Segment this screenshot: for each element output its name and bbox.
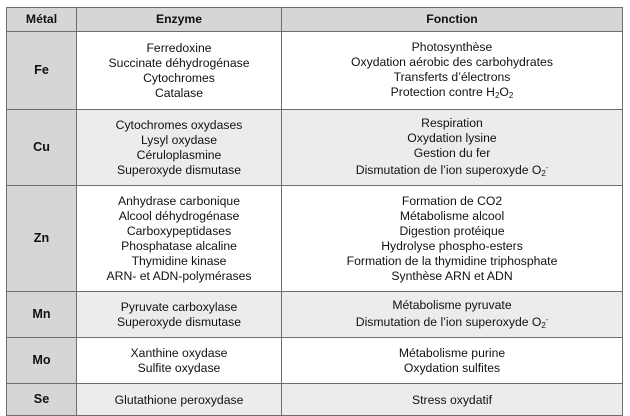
enzyme-item: Succinate déhydrogénase xyxy=(108,56,250,70)
enzyme-cell xyxy=(77,338,282,384)
enzyme-item: Carboxypeptidases xyxy=(126,224,232,238)
table-row-mo xyxy=(7,338,623,384)
enzyme-cell xyxy=(77,384,282,416)
function-item: Oxydation aérobic des carbohydrates xyxy=(351,54,553,69)
metal-cell: Cu xyxy=(7,110,77,186)
function-cell xyxy=(282,384,623,416)
metal-cell: Mn xyxy=(7,292,77,338)
enzyme-item: Alcool déhydrogénase xyxy=(118,209,240,223)
table-row-cu xyxy=(7,110,623,186)
enzyme-item: Xanthine oxydase xyxy=(130,346,228,360)
function-cell xyxy=(282,338,623,384)
table-row-mn xyxy=(7,292,623,338)
function-item: Métabolisme alcool xyxy=(399,209,505,223)
metal-cell: Fe xyxy=(7,32,77,110)
function-item: Formation de la thymidine triphosphate xyxy=(346,254,558,268)
enzyme-item: Anhydrase carbonique xyxy=(118,194,240,208)
function-item: Synthèse ARN et ADN xyxy=(391,269,513,283)
function-item-h2o2: Protection contre $H_2O_2$ xyxy=(390,84,514,100)
function-cell xyxy=(282,186,623,292)
enzyme-item: Lysyl oxydase xyxy=(140,133,218,147)
enzyme-item: Catalase xyxy=(154,86,204,100)
function-item: Photosynthèse xyxy=(411,39,493,54)
function-item: Gestion du fer xyxy=(413,145,491,160)
enzyme-item: Sulfite oxydase xyxy=(137,361,221,375)
metal-cell: Mo xyxy=(7,338,77,384)
enzyme-item: Superoxyde dismutase xyxy=(117,163,241,177)
function-cell xyxy=(282,110,623,186)
function-item-superoxide: Dismutation de l’ion superoxyde $O_2^-$ xyxy=(355,162,549,178)
enzyme-cell xyxy=(77,186,282,292)
enzyme-item: Thymidine kinase xyxy=(131,254,227,268)
enzyme-item: Cytochromes oxydases xyxy=(115,118,243,132)
enzyme-item: Cytochromes xyxy=(143,71,215,85)
table-header-row xyxy=(7,8,623,32)
enzyme-table-container xyxy=(6,7,622,416)
function-cell xyxy=(282,32,623,110)
enzyme-item: ARN- et ADN-polymérases xyxy=(106,269,252,283)
function-item: Formation de CO2 xyxy=(401,194,503,208)
enzyme-item: Glutathione peroxydase xyxy=(114,392,244,407)
function-item: Oxydation sulfites xyxy=(403,361,501,375)
enzyme-item: Céruloplasmine xyxy=(136,148,222,162)
header-metal: Métal xyxy=(7,8,77,32)
enzyme-item: Pyruvate carboxylase xyxy=(120,300,238,314)
function-item: Hydrolyse phospho-esters xyxy=(381,239,523,253)
function-item: Oxydation lysine xyxy=(407,130,497,145)
metal-cell: Se xyxy=(7,384,77,416)
function-item: Digestion protéique xyxy=(399,224,505,238)
enzyme-cell xyxy=(77,32,282,110)
table-row-fe xyxy=(7,32,623,110)
metal-enzyme-table xyxy=(6,7,623,416)
metal-cell: Zn xyxy=(7,186,77,292)
enzyme-cell xyxy=(77,110,282,186)
enzyme-item: Superoxyde dismutase xyxy=(117,315,241,329)
function-item: Respiration xyxy=(421,115,483,130)
table-row-zn xyxy=(7,186,623,292)
function-item: Transferts d’électrons xyxy=(393,69,511,84)
function-item: Métabolisme pyruvate xyxy=(392,297,512,312)
table-row-se xyxy=(7,384,623,416)
function-cell xyxy=(282,292,623,338)
enzyme-item: Ferredoxine xyxy=(146,41,212,55)
enzyme-cell xyxy=(77,292,282,338)
header-enzyme: Enzyme xyxy=(77,8,282,32)
function-item: Stress oxydatif xyxy=(412,392,492,407)
function-item: Métabolisme purine xyxy=(398,346,506,360)
enzyme-item: Phosphatase alcaline xyxy=(121,239,237,253)
header-function: Fonction xyxy=(282,8,623,32)
function-item-superoxide: Dismutation de l’ion superoxyde $O_2^-$ xyxy=(355,314,549,330)
